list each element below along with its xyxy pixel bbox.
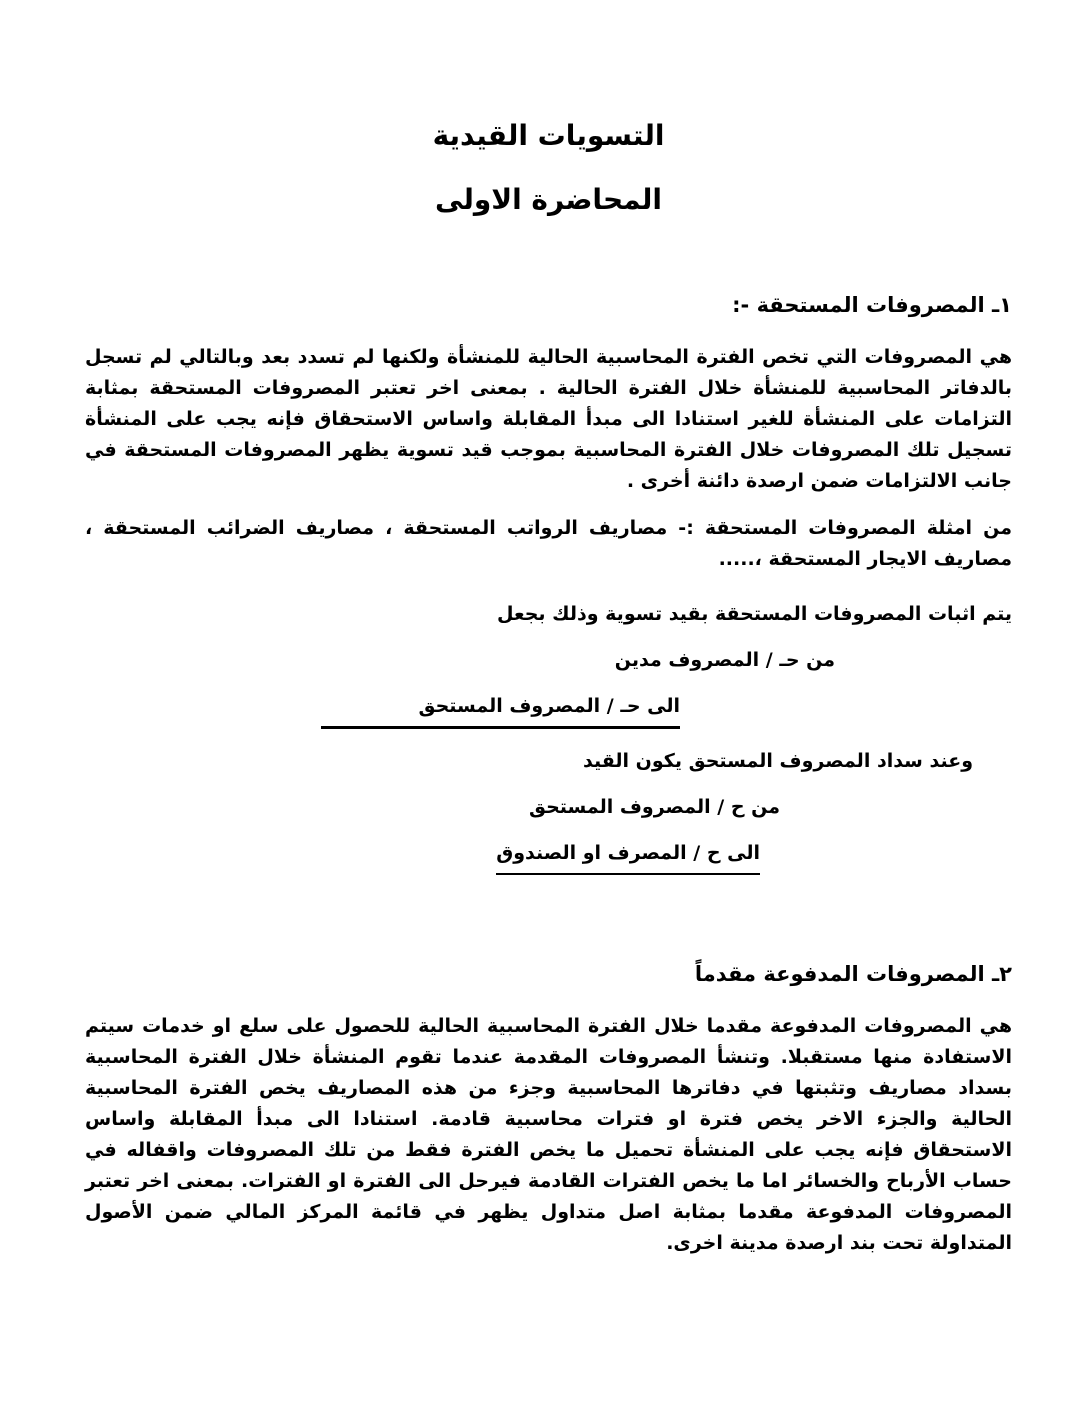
document-subtitle: المحاضرة الاولى — [434, 183, 663, 216]
document-title: التسويات القيدية — [432, 119, 665, 152]
adjusting-entry-credit-line — [85, 691, 680, 729]
section-1-examples-paragraph: من امثلة المصروفات المستحقة :- مصاريف الرواتب المستحقة ، مصاريف الضرائب المستحقة ، مصاريف الايجار المستحقة ،..... — [85, 517, 1012, 570]
settlement-entry-credit-line — [85, 838, 760, 875]
settlement-entry-debit-line: من ح / المصروف المستحق — [528, 796, 780, 818]
section-2-heading: ٢ـ المصروفات المدفوعة مقدماً — [694, 962, 1012, 986]
adjusting-entry-debit-line: من حـ / المصروف مدين — [614, 649, 835, 671]
settlement-entry-credit-underlined-text: الى ح / المصرف او الصندوق — [496, 838, 760, 875]
section-1-entry-intro-line: يتم اثبات المصروفات المستحقة بقيد تسوية وذلك بجعل — [497, 603, 1012, 625]
section-1-definition-paragraph: هي المصروفات التي تخص الفترة المحاسبية الحالية للمنشأة ولكنها لم تسدد بعد وبالتالي لم تسجل بالدفاتر المحاسبية للمنشأة خلال الفترة الحالية . بمعنى اخر تعتبر المصروفات المستحقة بمثابة التزامات على المنشأة للغير استنادا الى مبدأ المقابلة واساس الاستحقاق فإنه يجب على المنشأة تسجيل تلك المصروفات خلال الفترة المحاسبية بموجب قيد تسوية يظهر المصروفات المستحقة في جانب الالتزامات ضمن ارصدة دائنة أخرى . — [85, 346, 1012, 492]
section-1-heading: ١ـ المصروفات المستحقة -: — [732, 293, 1012, 317]
adjusting-entry-credit-underlined-text: الى حـ / المصروف المستحق — [321, 691, 680, 729]
section-spacer — [85, 929, 1012, 959]
section-2-definition-paragraph: هي المصروفات المدفوعة مقدما خلال الفترة المحاسبية الحالية للحصول على سلع او خدمات سيتم الاستفادة منها مستقبلا. وتنشأ المصروفات المقدمة عندما تقوم المنشأة خلال الفترة المحاسبية بسداد مصاريف وتثبتها في دفاترها المحاسبية وجزء من هذه المصاريف يخص الفترة المحاسبية الحالية والجزء الاخر يخص فترة او فترات محاسبية قادمة. استنادا الى مبدأ المقابلة واساس الاستحقاق فإنه يجب على المنشأة تحميل ما يخص الفترة فقط من تلك المصروفات واقفاله في حساب الأرباح والخسائر اما ما يخص الفترات القادمة فيرحل الى الفترة او الفترات. بمعنى اخر تعتبر المصروفات المدفوعة مقدما بمثابة اصل متداول يظهر في قائمة المركز المالي ضمن الأصول المتداولة تحت بند ارصدة مدينة اخرى. — [85, 1015, 1012, 1254]
settlement-intro-line: وعند سداد المصروف المستحق يكون القيد — [583, 750, 973, 772]
